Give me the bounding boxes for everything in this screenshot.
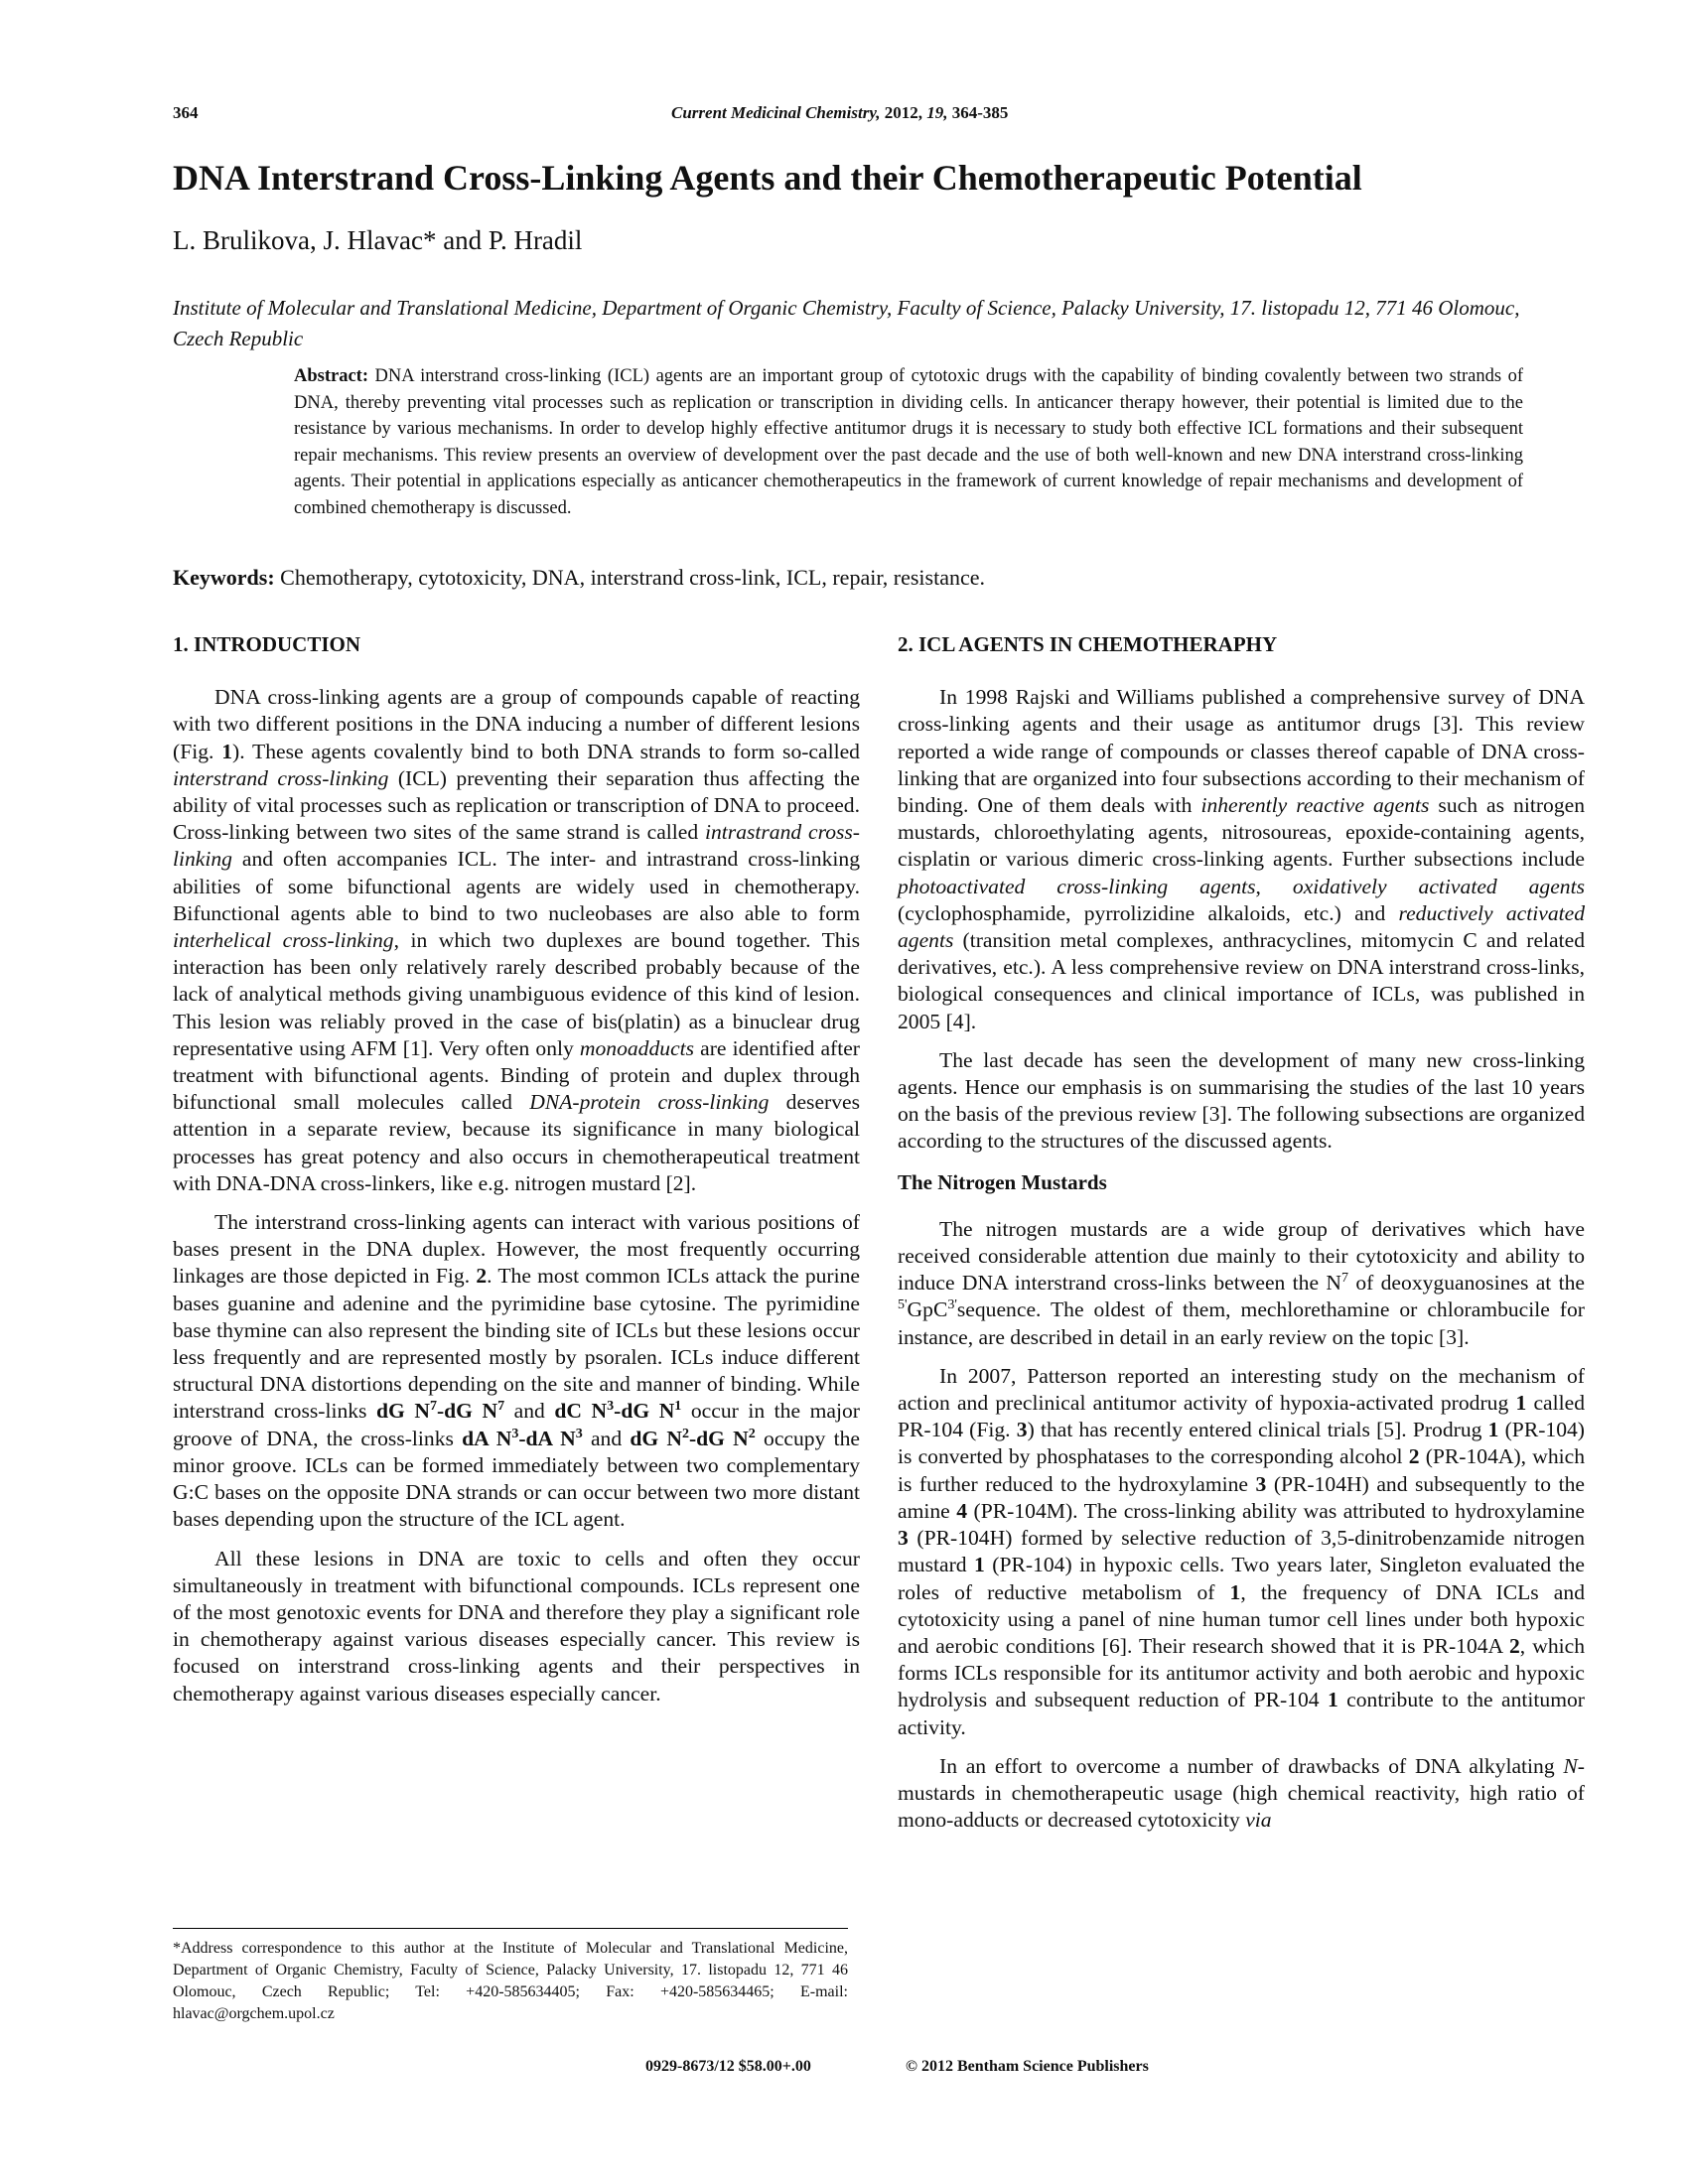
intro-paragraph-3: All these lesions in DNA are toxic to cells and often they occur simultaneously in treatment with bifunctional compounds. ICLs represent one of the most genotoxic events for DNA and therefore they play a significant role in chemotherapy against various diseases especially cancer. This review is focused on interstrand cross-linking agents and their perspectives in chemotherapy against various diseases especially cancer. <box>173 1546 860 1706</box>
journal-name: Current Medicinal Chemistry, <box>671 103 881 122</box>
icl-paragraph-2: The last decade has seen the development of many new cross-linking agents. Hence our emphasis is on summarising the studies of the last 10 years on the basis of the previous review [3]. The following subsections are organized according to the structures of the discussed agents. <box>898 1047 1585 1154</box>
left-column <box>173 631 860 1719</box>
keywords-text: Chemotherapy, cytotoxicity, DNA, interstrand cross-link, ICL, repair, resistance. <box>280 565 985 590</box>
footer-copyright: © 2012 Bentham Science Publishers <box>906 2058 1149 2075</box>
footnote-rule <box>173 1928 848 1929</box>
authors: L. Brulikova, J. Hlavac* and P. Hradil <box>173 225 583 255</box>
abstract <box>294 363 1523 522</box>
mustards-paragraph-3: In an effort to overcome a number of drawbacks of DNA alkylating N-mustards in chemotherapeutic usage (high chemical reactivity, high ratio of mono-adducts or decreased cytotoxicity via <box>898 1753 1585 1833</box>
mustards-paragraph-2: In 2007, Patterson reported an interesting study on the mechanism of action and preclinical antitumor activity of hypoxia-activated prodrug 1 called PR-104 (Fig. 3) that has recently entered clinical trials [5]. Prodrug 1 (PR-104) is converted by phosphatases to the corresponding alcohol 2 (PR-104A), which is further reduced to the hydroxylamine 3 (PR-104H) and subsequently to the amine 4 (PR-104M). The cross-linking ability was attributed to hydroxylamine 3 (PR-104H) formed by selective reduction of 3,5-dinitrobenzamide nitrogen mustard 1 (PR-104) in hypoxic cells. Two years later, Singleton evaluated the roles of reductive metabolism of 1, the frequency of DNA ICLs and cytotoxicity using a panel of nine human tumor cell lines under both hypoxic and aerobic conditions [6]. Their research showed that it is PR-104A 2, which forms ICLs responsible for its antitumor activity and both aerobic and hypoxic hydrolysis and subsequent reduction of PR-104 1 contribute to the antitumor activity. <box>898 1363 1586 1739</box>
journal-volume: 19, <box>926 103 948 122</box>
section-heading-introduction: 1. INTRODUCTION <box>173 632 361 656</box>
abstract-label: Abstract: <box>294 366 369 386</box>
abstract-text: DNA interstrand cross-linking (ICL) agents are an important group of cytotoxic drugs with the capability of binding covalently between two strands of DNA, thereby preventing vital processes such as replication or transcription in dividing cells. In anticancer therapy however, their potential is limited due to the resistance by various mechanisms. In order to develop highly effective antitumor drugs it is necessary to study both effective ICL formations and their subsequent repair mechanisms. This review presents an overview of development over the past decade and the use of both well-known and new DNA interstrand cross-linking agents. Their potential in applications especially as anticancer chemotherapeutics in the framework of current knowledge of repair mechanisms and development of combined chemotherapy is discussed. <box>294 366 1523 518</box>
journal-year: 2012, <box>884 103 922 122</box>
keywords <box>173 565 1523 591</box>
intro-paragraph-1: DNA cross-linking agents are a group of compounds capable of reacting with two different positions in the DNA inducing a number of different lesions (Fig. 1). These agents covalently bind to both DNA strands to form so-called interstrand cross-linking (ICL) preventing their separation thus affecting the ability of vital processes such as replication or transcription of DNA to proceed. Cross-linking between two sites of the same strand is called intrastrand cross-linking and often accompanies ICL. The inter- and intrastrand cross-linking abilities of some bifunctional agents are widely used in chemotherapy. Bifunctional agents able to bind to two nucleobases are also able to form interhelical cross-linking, in which two duplexes are bound together. This interaction has been only relatively rarely described probably because of the lack of analytical methods giving unambiguous evidence of this kind of lesion. This lesion was reliably proved in the case of bis(platin) as a binuclear drug representative using AFM [1]. Very often only monoadducts are identified after treatment with bifunctional agents. Binding of protein and duplex through bifunctional small molecules called DNA-protein cross-linking deserves attention in a separate review, because its significance in many biological processes has great potency and also occurs in chemotherapeutical treatment with DNA-DNA cross-linkers, like e.g. nitrogen mustard [2]. <box>173 685 861 1195</box>
keywords-label: Keywords: <box>173 565 275 590</box>
subsection-heading-nitrogen-mustards: The Nitrogen Mustards <box>898 1169 1107 1194</box>
journal-citation <box>671 103 1008 123</box>
mustards-paragraph-1: The nitrogen mustards are a wide group of derivatives which have received considerable attention due mainly to their cytotoxicity and ability to induce DNA interstrand cross-links between the $N^7$ of deoxyguanosines at the $^{5'}$GpC$^{3'}$sequence. The oldest of them, mechlorethamine or chlorambucile for instance, are described in detail in an early review on the topic [3]. <box>898 1216 1585 1349</box>
icl-paragraph-1: In 1998 Rajski and Williams published a comprehensive survey of DNA cross-linking agents and their usage as antitumor drugs [3]. This review reported a wide range of compounds or classes thereof capable of DNA cross-linking that are organized into four subsections according to their mechanism of binding. One of them deals with inherently reactive agents such as nitrogen mustards, chloroethylating agents, nitrosoureas, epoxide-containing agents, cisplatin or various dimeric cross-linking agents. Further subsections include photoactivated cross-linking agents, oxidatively activated agents (cyclophosphamide, pyrrolizidine alkaloids, etc.) and reductively activated agents (transition metal complexes, anthracyclines, mitomycin C and related derivatives, etc.). A less comprehensive review on DNA interstrand cross-links, biological consequences and clinical importance of ICLs, was published in 2005 [4]. <box>898 685 1586 1033</box>
right-column <box>898 631 1585 1845</box>
intro-paragraph-2: The interstrand cross-linking agents can interact with various positions of bases present in the DNA duplex. However, the most frequently occurring linkages are those depicted in Fig. 2. The most common ICLs attack the purine bases guanine and adenine and the pyrimidine base cytosine. The pyrimidine base thymine can also represent the binding site of ICLs but these lesions occur less frequently and are represented mostly by psoralen. ICLs induce different structural DNA distortions depending on the site and manner of binding. While interstrand cross-links dG $N^7-dG$ $N^7$ and dC $N^3-dG$ $N^1$ occur in the major groove of DNA, the cross-links dA $N^3-dA$ $N^3$ and dG $N^2-dG$ $N^2$ occupy the minor groove. ICLs can be formed immediately between two complementary G:C bases on the opposite DNA strands or can occur between two more distant bases depending upon the structure of the ICL agent. <box>173 1210 861 1532</box>
footer-issn-price: 0929-8673/12 $58.00+.00 <box>645 2058 811 2075</box>
journal-pages: 364-385 <box>951 103 1009 122</box>
section-heading-icl-agents: 2. ICL AGENTS IN CHEMOTHERAPHY <box>898 632 1278 656</box>
correspondence-footnote: *Address correspondence to this author at the Institute of Molecular and Translational Medicine, Department of Organic Chemistry, Faculty of Science, Palacky University, 17. listopadu 12, 771 46 Olomouc, Czech Republic; Tel: +420-585634405; Fax: +420-585634465; E-mail: hlavac@orgchem.upol.cz <box>173 1940 848 2022</box>
paper-title: DNA Interstrand Cross-Linking Agents and their Chemotherapeutic Potential <box>173 158 1362 198</box>
page-number: 364 <box>173 103 199 122</box>
affiliation: Institute of Molecular and Translational Medicine, Department of Organic Chemistry, Faculty of Science, Palacky University, 17. listopadu 12, 771 46 Olomouc, Czech Republic <box>173 296 1520 350</box>
